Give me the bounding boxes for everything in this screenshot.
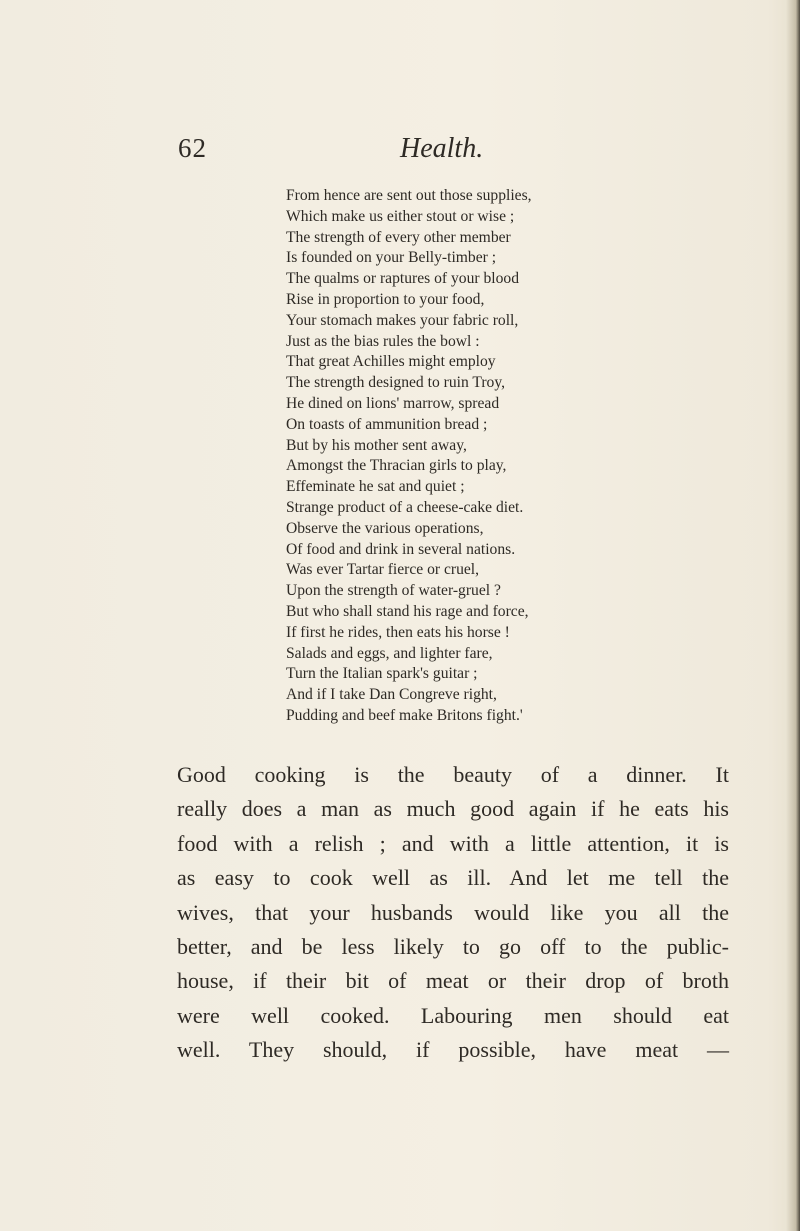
poem-line: That great Achilles might employ [286, 353, 496, 371]
prose-line: were well cooked. Labouring men should eat [177, 1002, 729, 1028]
poem-line: The strength designed to ruin Troy, [286, 374, 506, 392]
poem-line: Was ever Tartar fierce or cruel, [286, 561, 480, 579]
poem-line: But who shall stand his rage and force, [286, 602, 529, 620]
poem-line: The qualms or raptures of your blood [286, 270, 519, 288]
poem-line: Your stomach makes your fabric roll, [286, 311, 519, 329]
poem-line: He dined on lions' marrow, spread [286, 394, 500, 412]
poem-line: Of food and drink in several nations. [286, 540, 516, 558]
prose-paragraph [177, 758, 729, 1068]
poem-line: And if I take Dan Congreve right, [286, 686, 497, 704]
poem-line: Which make us either stout or wise ; [286, 207, 515, 225]
poem-line: Is founded on your Belly-timber ; [286, 249, 497, 267]
prose-line: better, and be less likely to go off to the public- [177, 934, 729, 960]
prose-line: Good cooking is the beauty of a dinner. It [177, 762, 729, 787]
poem-line: From hence are sent out those supplies, [286, 187, 532, 204]
poem-line: Just as the bias rules the bowl : [286, 332, 480, 350]
poem-line: But by his mother sent away, [286, 436, 467, 454]
prose-line: really does a man as much good again if he eats his [177, 796, 729, 822]
poem-line: Amongst the Thracian girls to play, [286, 457, 507, 475]
poem-line: Rise in proportion to your food, [286, 290, 485, 308]
poem-line: On toasts of ammunition bread ; [286, 415, 488, 433]
page-number: 62 [178, 133, 207, 163]
poem-line: Upon the strength of water-gruel ? [286, 582, 501, 600]
poem-line: Pudding and beef make Britons fight.' [286, 706, 523, 724]
poem-line: Observe the various operations, [286, 519, 484, 537]
prose-line: house, if their bit of meat or their drop of broth [177, 968, 729, 994]
prose-line: well. They should, if possible, have meat — [177, 1037, 729, 1063]
poem-line: Salads and eggs, and lighter fare, [286, 644, 493, 662]
poem-line: If first he rides, then eats his horse ! [286, 623, 510, 641]
running-title: Health. [400, 133, 484, 164]
poem-block [286, 186, 726, 727]
prose-line: wives, that your husbands would like you all the [177, 899, 729, 925]
poem-line: Effeminate he sat and quiet ; [286, 478, 465, 496]
page-header [178, 133, 738, 173]
page-edge-shadow [786, 0, 800, 1231]
poem-line: Turn the Italian spark's guitar ; [286, 665, 478, 683]
prose-line: food with a relish ; and with a little attention, it is [177, 830, 729, 856]
prose-line: as easy to cook well as ill. And let me tell the [177, 865, 729, 891]
poem-line: The strength of every other member [286, 228, 511, 246]
poem-line: Strange product of a cheese-cake diet. [286, 498, 524, 516]
